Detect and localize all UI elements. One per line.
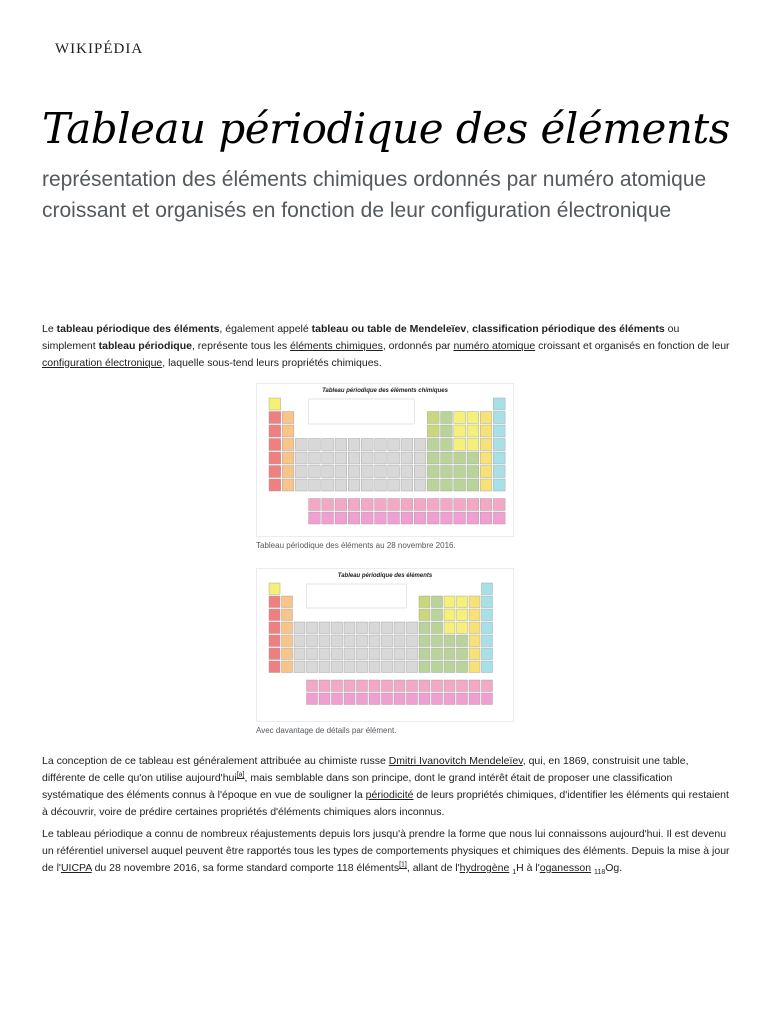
element-cell: [414, 452, 426, 464]
element-cell: [307, 635, 318, 647]
text-run: , ordonnés par: [382, 340, 454, 352]
text-run: , mais semblable dans son principe, dont le grand intérêt était de proposer une classification systématique des éléments connus à l'époque en vue de souligner la: [42, 772, 673, 801]
element-cell: [454, 466, 466, 478]
element-cell: [444, 596, 455, 608]
element-cell: [454, 452, 466, 464]
element-cell: [369, 635, 380, 647]
element-cell: [444, 622, 455, 634]
element-cell: [432, 596, 443, 608]
element-cell: [269, 596, 280, 608]
element-cell: [441, 479, 453, 491]
element-cell: [344, 635, 355, 647]
element-cell: [427, 479, 439, 491]
element-cell: [480, 466, 492, 478]
element-cell: [357, 661, 368, 673]
element-cell: [335, 479, 347, 491]
element-cell: [444, 648, 455, 660]
lanthanide-cell: [344, 680, 355, 692]
lanthanide-cell: [454, 499, 466, 511]
element-cell: [322, 439, 334, 451]
element-cell: [467, 439, 479, 451]
actinide-cell: [357, 693, 368, 705]
wikipedia-wordmark[interactable]: WIKIPÉDIA: [55, 41, 144, 57]
link-numero-atomique[interactable]: numéro atomique: [453, 340, 536, 352]
element-cell: [282, 466, 294, 478]
element-cell: [394, 661, 405, 673]
atomic-number: 118: [594, 869, 606, 877]
element-cell: [375, 479, 387, 491]
element-cell: [269, 425, 281, 437]
text-run: Le tableau périodique a connu de nombreux réajustements depuis lors jusqu'à prendre la forme que nous lui connaissons aujourd'hui. Il est devenu un référentiel universel auquel peuvent être rapportés tous les types de comportements physiques et chimiques des éléments. Depuis la mise à jour de l': [42, 828, 730, 874]
lanthanide-cell: [441, 499, 453, 511]
link-elements-chimiques[interactable]: éléments chimiques: [290, 340, 383, 352]
element-cell: [469, 609, 480, 621]
element-cell: [322, 479, 334, 491]
actinide-cell: [444, 693, 455, 705]
element-cell: [407, 648, 418, 660]
element-cell: [469, 648, 480, 660]
page-title: Tableau périodique des éléments: [42, 104, 730, 153]
element-cell: [282, 609, 293, 621]
link-periodicite[interactable]: périodicité: [365, 789, 414, 801]
element-cell: [427, 425, 439, 437]
actinide-cell: [467, 512, 479, 524]
element-cell: [348, 452, 360, 464]
element-cell: [480, 479, 492, 491]
element-cell: [469, 622, 480, 634]
actinide-cell: [480, 512, 492, 524]
element-cell: [467, 466, 479, 478]
lanthanide-cell: [361, 499, 373, 511]
legend-box: [307, 584, 407, 608]
element-cell: [319, 648, 330, 660]
text-run: , allant de l': [406, 862, 460, 874]
element-cell: [454, 479, 466, 491]
element-cell: [269, 635, 280, 647]
lanthanide-cell: [309, 499, 321, 511]
element-cell: [493, 412, 505, 424]
element-cell: [294, 635, 305, 647]
link-configuration-electronique[interactable]: configuration électronique: [42, 357, 163, 369]
text-run: H à l': [516, 862, 540, 874]
element-cell: [269, 452, 281, 464]
bold-term: classification périodique des éléments: [472, 323, 665, 335]
actinide-cell: [414, 512, 426, 524]
bold-term: tableau périodique des éléments: [56, 323, 220, 335]
element-cell: [482, 609, 493, 621]
element-cell: [282, 479, 294, 491]
element-cell: [493, 439, 505, 451]
element-cell: [357, 622, 368, 634]
legend-box: [309, 399, 415, 424]
element-cell: [441, 452, 453, 464]
element-cell: [388, 439, 400, 451]
actinide-cell: [335, 512, 347, 524]
link-oganesson[interactable]: oganesson: [539, 862, 592, 874]
element-cell: [388, 452, 400, 464]
element-cell: [441, 466, 453, 478]
lanthanide-cell: [388, 499, 400, 511]
element-cell: [432, 622, 443, 634]
element-cell: [441, 425, 453, 437]
lanthanide-cell: [427, 499, 439, 511]
element-cell: [467, 425, 479, 437]
element-cell: [295, 466, 307, 478]
actinide-cell: [482, 693, 493, 705]
history-paragraph: [42, 753, 730, 821]
element-cell: [480, 452, 492, 464]
link-hydrogene[interactable]: hydrogène: [459, 862, 510, 874]
element-cell: [441, 439, 453, 451]
element-cell: [322, 466, 334, 478]
element-cell: [407, 661, 418, 673]
element-cell: [269, 439, 281, 451]
element-cell: [427, 466, 439, 478]
actinide-cell: [441, 512, 453, 524]
text-run: , qui, en 1869, construisit une table, différente de celle qu'on utilise aujourd'hui: [42, 755, 689, 784]
actinide-cell: [469, 693, 480, 705]
lanthanide-cell: [419, 680, 430, 692]
element-cell: [282, 596, 293, 608]
lanthanide-cell: [444, 680, 455, 692]
text-run: , représente tous les: [191, 340, 291, 352]
element-cell: [375, 439, 387, 451]
element-cell: [361, 466, 373, 478]
element-cell: [454, 412, 466, 424]
element-cell: [444, 609, 455, 621]
element-cell: [269, 479, 281, 491]
element-cell: [480, 412, 492, 424]
element-cell: [307, 661, 318, 673]
element-cell: [344, 648, 355, 660]
element-cell: [335, 439, 347, 451]
actinide-cell: [309, 512, 321, 524]
element-cell: [419, 648, 430, 660]
lanthanide-cell: [414, 499, 426, 511]
element-cell: [269, 609, 280, 621]
element-cell: [348, 439, 360, 451]
figure-heading: Tableau périodique des éléments chimiques: [322, 388, 448, 394]
actinide-cell: [382, 693, 393, 705]
element-cell: [332, 635, 343, 647]
lanthanide-cell: [332, 680, 343, 692]
element-cell: [467, 452, 479, 464]
element-cell: [357, 648, 368, 660]
bold-term: tableau périodique: [98, 340, 192, 352]
element-cell: [493, 466, 505, 478]
periodic-table-graphic: [257, 384, 513, 536]
lanthanide-cell: [357, 680, 368, 692]
standard-form-paragraph: [42, 826, 730, 877]
element-cell: [319, 635, 330, 647]
element-cell: [344, 622, 355, 634]
lanthanide-cell: [432, 680, 443, 692]
text-run: Le: [42, 323, 57, 335]
element-cell: [295, 439, 307, 451]
lanthanide-cell: [493, 499, 505, 511]
element-cell: [348, 466, 360, 478]
element-cell: [457, 609, 468, 621]
element-cell: [307, 622, 318, 634]
lanthanide-cell: [469, 680, 480, 692]
element-cell: [419, 609, 430, 621]
element-cell: [401, 479, 413, 491]
lanthanide-cell: [335, 499, 347, 511]
element-cell: [269, 466, 281, 478]
element-cell: [332, 661, 343, 673]
element-cell: [414, 466, 426, 478]
element-cell: [309, 439, 321, 451]
element-cell: [441, 412, 453, 424]
element-cell: [407, 635, 418, 647]
actinide-cell: [419, 693, 430, 705]
element-cell: [369, 661, 380, 673]
link-mendeleiev[interactable]: Dmitri Ivanovitch Mendeleïev: [388, 755, 523, 767]
element-cell: [457, 661, 468, 673]
element-cell: [319, 622, 330, 634]
element-cell: [282, 425, 294, 437]
actinide-cell: [348, 512, 360, 524]
lanthanide-cell: [375, 499, 387, 511]
figure-periodic-table: [256, 383, 514, 550]
element-cell: [414, 439, 426, 451]
element-cell: [295, 452, 307, 464]
element-cell: [369, 648, 380, 660]
element-cell: [269, 412, 281, 424]
element-cell: [432, 648, 443, 660]
element-cell: [282, 439, 294, 451]
element-cell: [454, 425, 466, 437]
lanthanide-cell: [382, 680, 393, 692]
atomic-number: 1: [512, 869, 517, 877]
element-cell: [394, 635, 405, 647]
element-cell: [375, 466, 387, 478]
element-cell: [382, 648, 393, 660]
actinide-cell: [319, 693, 330, 705]
text-run: Og.: [605, 862, 623, 874]
element-cell: [361, 452, 373, 464]
lanthanide-cell: [348, 499, 360, 511]
link-uicpa[interactable]: UICPA: [60, 862, 92, 874]
lanthanide-cell: [480, 499, 492, 511]
periodic-table-graphic: [257, 569, 513, 721]
element-cell: [332, 648, 343, 660]
element-cell: [414, 479, 426, 491]
text-run: ou simplement: [42, 323, 680, 352]
periodic-table-image[interactable]: [256, 383, 514, 537]
element-cell: [467, 479, 479, 491]
element-cell: [427, 439, 439, 451]
element-cell: [357, 635, 368, 647]
actinide-cell: [361, 512, 373, 524]
element-cell: [282, 622, 293, 634]
intro-paragraph: [42, 321, 730, 372]
actinide-cell: [454, 512, 466, 524]
element-cell: [309, 452, 321, 464]
element-cell: [469, 661, 480, 673]
element-cell: [348, 479, 360, 491]
text-run: de leurs propriétés chimiques, d'identifier les éléments qui restaient à découvrir, voire de prédire certaines propriétés d'éléments chimiques alors inconnus.: [42, 789, 729, 818]
element-cell: [493, 479, 505, 491]
element-cell: [394, 622, 405, 634]
element-cell: [444, 635, 455, 647]
element-cell: [493, 398, 505, 410]
element-cell: [493, 425, 505, 437]
element-cell: [482, 596, 493, 608]
element-cell: [388, 466, 400, 478]
element-cell: [309, 479, 321, 491]
actinide-cell: [375, 512, 387, 524]
element-cell: [394, 648, 405, 660]
element-cell: [282, 648, 293, 660]
text-run: , également appelé: [219, 323, 312, 335]
element-cell: [309, 466, 321, 478]
reference-note[interactable]: [237, 772, 245, 779]
element-cell: [282, 635, 293, 647]
element-cell: [335, 452, 347, 464]
actinide-cell: [307, 693, 318, 705]
actinide-cell: [493, 512, 505, 524]
element-cell: [482, 661, 493, 673]
lanthanide-cell: [369, 680, 380, 692]
actinide-cell: [407, 693, 418, 705]
lanthanide-cell: [407, 680, 418, 692]
actinide-cell: [457, 693, 468, 705]
actinide-cell: [432, 693, 443, 705]
element-cell: [419, 661, 430, 673]
figure-caption: Tableau périodique des éléments au 28 novembre 2016.: [256, 541, 456, 550]
element-cell: [401, 466, 413, 478]
element-cell: [388, 479, 400, 491]
element-cell: [294, 661, 305, 673]
element-cell: [401, 439, 413, 451]
element-cell: [432, 609, 443, 621]
element-cell: [432, 635, 443, 647]
periodic-table-detailed-image[interactable]: [256, 568, 514, 722]
actinide-cell: [332, 693, 343, 705]
element-cell: [457, 635, 468, 647]
actinide-cell: [394, 693, 405, 705]
element-cell: [294, 648, 305, 660]
element-cell: [427, 452, 439, 464]
text-run: La conception de ce tableau est généralement attribuée au chimiste russe: [42, 755, 389, 767]
actinide-cell: [322, 512, 334, 524]
element-cell: [482, 583, 493, 595]
element-cell: [269, 622, 280, 634]
element-cell: [482, 635, 493, 647]
lanthanide-cell: [457, 680, 468, 692]
element-cell: [419, 635, 430, 647]
element-cell: [282, 412, 294, 424]
element-cell: [480, 439, 492, 451]
text-run: , laquelle sous-tend leurs propriétés chimiques.: [162, 357, 382, 369]
element-cell: [469, 635, 480, 647]
element-cell: [294, 622, 305, 634]
lanthanide-cell: [401, 499, 413, 511]
actinide-cell: [427, 512, 439, 524]
element-cell: [344, 661, 355, 673]
element-cell: [482, 648, 493, 660]
element-cell: [382, 661, 393, 673]
reference-link[interactable]: [1]: [399, 861, 407, 869]
element-cell: [493, 452, 505, 464]
figure-caption: Avec davantage de détails par élément.: [256, 726, 397, 735]
element-cell: [282, 661, 293, 673]
element-cell: [282, 452, 294, 464]
element-cell: [457, 596, 468, 608]
element-cell: [295, 479, 307, 491]
element-cell: [432, 661, 443, 673]
element-cell: [419, 596, 430, 608]
element-cell: [407, 622, 418, 634]
element-cell: [467, 412, 479, 424]
element-cell: [427, 412, 439, 424]
element-cell: [382, 622, 393, 634]
element-cell: [361, 439, 373, 451]
element-cell: [307, 648, 318, 660]
element-cell: [269, 661, 280, 673]
element-cell: [454, 439, 466, 451]
actinide-cell: [401, 512, 413, 524]
actinide-cell: [388, 512, 400, 524]
element-cell: [319, 661, 330, 673]
element-cell: [361, 479, 373, 491]
element-cell: [482, 622, 493, 634]
element-cell: [269, 583, 280, 595]
element-cell: [269, 648, 280, 660]
element-cell: [332, 622, 343, 634]
page-subtitle: représentation des éléments chimiques ordonnés par numéro atomique croissant et organisés en fonction de leur configuration électronique: [42, 168, 707, 222]
text-run: du 28 novembre 2016, sa forme standard comporte 118 éléments: [91, 862, 400, 874]
lanthanide-cell: [394, 680, 405, 692]
element-cell: [335, 466, 347, 478]
element-cell: [369, 622, 380, 634]
figure-heading: Tableau périodique des éléments: [337, 573, 433, 579]
actinide-cell: [369, 693, 380, 705]
lanthanide-cell: [307, 680, 318, 692]
element-cell: [457, 622, 468, 634]
element-cell: [419, 622, 430, 634]
figure-periodic-table-detailed: [256, 568, 514, 735]
element-cell: [444, 661, 455, 673]
text-run: croissant et organisés en fonction de leur: [535, 340, 730, 352]
reference-note[interactable]: [399, 862, 407, 869]
element-cell: [382, 635, 393, 647]
element-cell: [469, 596, 480, 608]
element-cell: [480, 425, 492, 437]
lanthanide-cell: [482, 680, 493, 692]
reference-link[interactable]: [a]: [236, 771, 245, 779]
lanthanide-cell: [319, 680, 330, 692]
actinide-cell: [344, 693, 355, 705]
element-cell: [401, 452, 413, 464]
element-cell: [375, 452, 387, 464]
element-cell: [457, 648, 468, 660]
text-run: ,: [466, 323, 473, 335]
element-cell: [322, 452, 334, 464]
lanthanide-cell: [467, 499, 479, 511]
bold-term: tableau ou table de Mendeleïev: [311, 323, 467, 335]
element-cell: [269, 398, 281, 410]
lanthanide-cell: [322, 499, 334, 511]
